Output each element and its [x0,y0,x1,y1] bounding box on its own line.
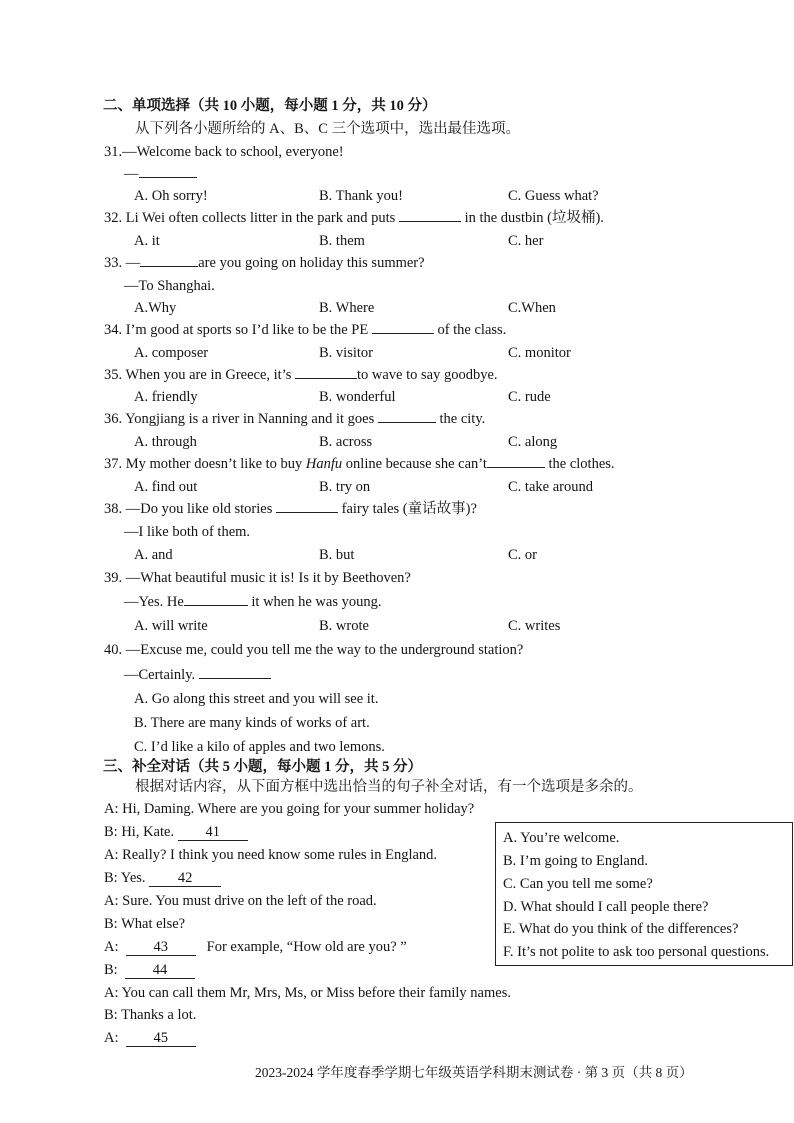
question-stem: 32. Li Wei often collects litter in the park and puts in the dustbin (垃圾桶). [104,210,604,226]
box-option-c: C. Can you tell me some? [503,876,653,892]
section-heading: 二、单项选择（共 10 小题，每小题 1 分，共 10 分） [103,98,437,114]
option-b: B. There are many kinds of works of art. [134,715,370,731]
option-c: C. monitor [508,345,571,361]
question-stem: 38. —Do you like old stories fairy tales (童话故事)? [104,501,477,517]
option-b: B. Where [319,300,375,316]
section-heading: 三、补全对话（共 5 小题，每小题 1 分，共 5 分） [103,759,422,775]
option-a: A. through [134,434,197,450]
option-a: A. Oh sorry! [134,188,208,204]
question-stem: 39. —What beautiful music it is! Is it by Beethoven? [104,570,411,586]
option-c: C. her [508,233,544,249]
question-stem: 37. My mother doesn’t like to buy Hanfu online because she can’t the clothes. [104,456,615,472]
option-b: B. try on [319,479,371,495]
option-c: C.When [508,300,556,316]
question-stem: 35. When you are in Greece, it’s to wave to say goodbye. [104,367,498,383]
option-c: C. I’d like a kilo of apples and two lemons. [134,739,385,755]
option-a: A. friendly [134,389,198,405]
option-a: A. find out [134,479,198,495]
option-c: C. take around [508,479,593,495]
dialogue-line: B: 44 [104,961,195,979]
box-option-a: A. You’re welcome. [503,830,620,846]
box-option-e: E. What do you think of the differences? [503,921,739,937]
option-b: B. visitor [319,345,373,361]
option-c: C. along [508,434,558,450]
option-a: A. will write [134,618,208,634]
option-b: B. across [319,434,373,450]
option-a: A. composer [134,345,209,361]
dialogue-line: A: You can call them Mr, Mrs, Ms, or Miss before their family names. [104,985,511,1001]
question-stem: 40. —Excuse me, could you tell me the way to the underground station? [104,642,524,658]
dialogue-line: B: Hi, Kate. 41 [104,823,248,841]
option-b: B. but [319,547,355,563]
box-option-b: B. I’m going to England. [503,853,648,869]
question-stem: 33. — are you going on holiday this summer? [104,255,425,271]
option-c: C. Guess what? [508,188,599,204]
option-b: B. wrote [319,618,369,634]
option-c: C. rude [508,389,551,405]
dialogue-line: A: 43 For example, “How old are you? ” [104,939,407,955]
option-c: C. writes [508,618,561,634]
answer-line: —I like both of them. [124,524,251,540]
dialogue-line: A: Hi, Daming. Where are you going for your summer holiday? [104,801,475,817]
dialogue-line: A: 45 [104,1029,196,1047]
dialogue-line: A: Sure. You must drive on the left of the road. [104,893,377,909]
dialogue-line: B: Yes. 42 [104,869,221,887]
option-b: B. Thank you! [319,188,403,204]
dialogue-line: B: What else? [104,916,186,932]
question-stem: 31.—Welcome back to school, everyone! [104,144,344,160]
option-b: B. wonderful [319,389,396,405]
answer-line: —Yes. He it when he was young. [124,594,382,610]
answer-option-box [495,822,793,966]
option-a: A. it [134,233,160,249]
question-stem: 34. I’m good at sports so I’d like to be the PE of the class. [104,322,507,338]
question-stem: 36. Yongjiang is a river in Nanning and it goes the city. [104,411,486,427]
box-option-f: F. It’s not polite to ask too personal questions. [503,944,770,960]
box-option-d: D. What should I call people there? [503,899,709,915]
answer-line: —To Shanghai. [124,278,215,294]
dialogue-line: A: Really? I think you need know some rules in England. [104,847,438,863]
option-a: A. and [134,547,173,563]
option-a: A.Why [134,300,177,316]
option-c: C. or [508,547,537,563]
dialogue-line: B: Thanks a lot. [104,1007,197,1023]
section-instruction: 从下列各小题所给的 A、B、C 三个选项中，选出最佳选项。 [135,121,521,137]
option-a: A. Go along this street and you will see it. [134,691,379,707]
option-b: B. them [319,233,365,249]
section-instruction: 根据对话内容，从下面方框中选出恰当的句子补全对话，有一个选项是多余的。 [135,779,643,795]
page-footer: 2023-2024 学年度春季学期七年级英语学科期末测试卷 · 第 3 页（共 8 页） [255,1065,693,1080]
answer-line: —Certainly. [124,666,271,684]
answer-line: — [124,165,197,183]
